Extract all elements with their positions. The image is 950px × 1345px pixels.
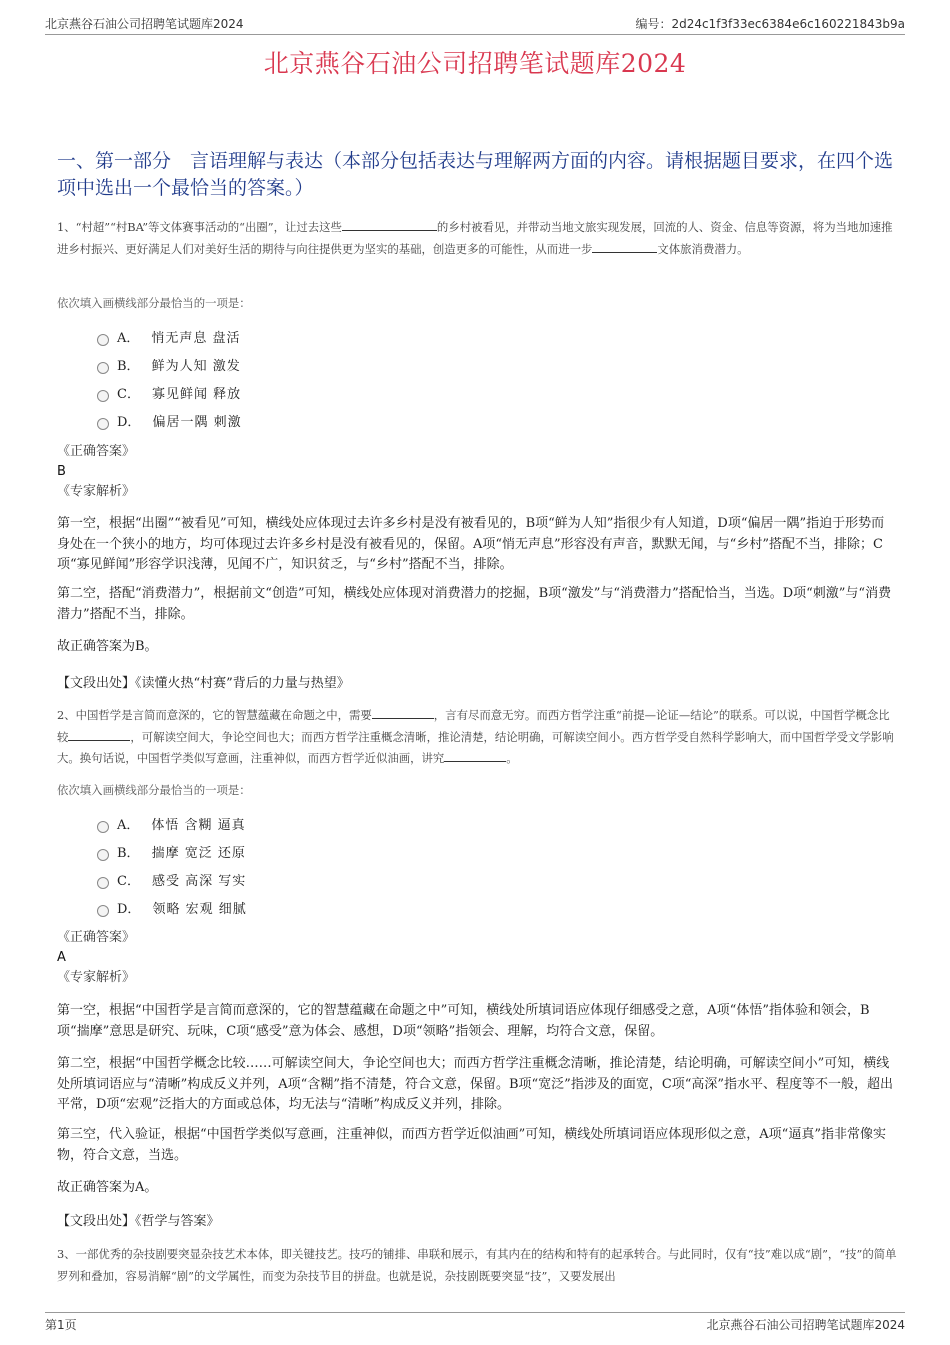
analysis-paragraph: 第一空，根据“出圈”“被看见”可知，横线处应体现过去许多乡村是没有被看见的，B项“鲜为人知”指很少有人知道，D项“偏居一隅”指迫于形势而身处在一个狭小的地方，均可体现过去许多乡村是没有被看见的，保留。A项“悄无声息”形容没有声音，默默无闻，与“乡村”搭配不当，排除；C项“寡见鲜闻”形容学识浅薄，见闻不广，知识贫乏，与“乡村”搭配不当，排除。 [57, 516, 885, 572]
question-1-answer-block [57, 442, 897, 502]
question-1-prompt-wrap [57, 295, 897, 311]
option-text: 鲜为人知 激发 [151, 359, 241, 374]
q2-text-part-d: 。 [506, 751, 518, 765]
q1-option-d[interactable] [57, 409, 897, 437]
question-1-conclusion [57, 637, 897, 658]
analysis-conclusion: 故正确答案为B。 [57, 639, 158, 654]
option-text: 揣摩 宽泛 还原 [151, 846, 246, 861]
option-text: 寡见鲜闻 释放 [151, 387, 242, 402]
correct-answer-value: B [57, 464, 66, 479]
question-3-text: 3、一部优秀的杂技剧要突显杂技艺术本体，即关键技艺。技巧的铺排、串联和展示，有其内在的结构和特有的起承转合。与此同时，仅有“技”难以成“剧”，“技”的简单罗列和叠加，容易消解“剧”的文学属性，而变为杂技节目的拼盘。也就是说，杂技剧既要突显“技”，又要发展出 [57, 1247, 897, 1283]
correct-answer-label: 《正确答案》 [57, 930, 136, 945]
radio-button[interactable] [97, 849, 109, 861]
option-letter: A． [117, 331, 140, 346]
question-2 [57, 705, 897, 770]
option-letter: B． [117, 846, 140, 861]
question-1-options [57, 325, 897, 437]
question-1-prompt: 依次填入画横线部分最恰当的一项是： [57, 296, 251, 310]
q2-text-part-c: ，可解读空间大，争论空间也大；而西方哲学注重概念清晰，推论清楚，结论明确，可解读空间小。西方哲学受自然科学影响大，而中国哲学受文学影响大。换句话说，中国哲学类似写意画，注重神似，而西方哲学近似油画，讲究 [57, 729, 894, 765]
option-text: 领略 宏观 细腻 [152, 902, 247, 917]
analysis-paragraph: 第三空，代入验证，根据“中国哲学类似写意画，注重神似，而西方哲学近似油画”可知，横线处所填词语应体现形似之意，A项“逼真”指非常像实物，符合文意，当选。 [57, 1127, 886, 1163]
option-text: 感受 高深 写实 [151, 874, 247, 889]
analysis-paragraph: 第二空，搭配“消费潜力”，根据前文“创造”可知，横线处应体现对消费潜力的挖掘，B项“激发”与“消费潜力”搭配恰当，当选。D项“刺激”与“消费潜力”搭配不当，排除。 [57, 586, 892, 622]
question-2-analysis-3 [57, 1125, 897, 1166]
page-footer [45, 1312, 905, 1333]
blank-line [372, 706, 434, 719]
radio-button[interactable] [97, 905, 109, 917]
option-letter: D． [117, 415, 141, 430]
footer-doc-title: 北京燕谷石油公司招聘笔试题库2024 [706, 1318, 905, 1332]
page-title: 北京燕谷石油公司招聘笔试题库2024 [263, 49, 687, 78]
source-citation: 【文段出处】《哲学与答案》 [57, 1214, 220, 1229]
question-1-source [57, 672, 897, 691]
option-text: 体悟 含糊 逼真 [151, 818, 246, 833]
option-letter: C． [117, 387, 140, 402]
page-header [45, 12, 905, 35]
section-title: 一、第一部分 言语理解与表达（本部分包括表达与理解两方面的内容。请根据题目要求，在四个选项中选出一个最恰当的答案。） [57, 150, 894, 199]
header-doc-title: 北京燕谷石油公司招聘笔试题库2024 [45, 17, 244, 31]
source-citation: 【文段出处】《读懂火热“村赛”背后的力量与热望》 [57, 676, 350, 691]
question-2-prompt-wrap [57, 782, 897, 798]
q1-text-part-c: 文体旅消费潜力。 [657, 241, 749, 256]
question-2-prompt: 依次填入画横线部分最恰当的一项是： [57, 783, 251, 797]
option-letter: A． [117, 818, 140, 833]
correct-answer-value: A [57, 950, 66, 965]
page-number: 第1页 [45, 1318, 77, 1332]
q2-option-b[interactable] [57, 840, 897, 868]
question-1-analysis-2 [57, 584, 897, 625]
radio-button[interactable] [97, 362, 109, 374]
blank-line [68, 728, 130, 741]
question-1-text [57, 217, 897, 260]
question-2-analysis [57, 1001, 897, 1042]
header-doc-id: 编号：2d24c1f3f33ec6384e6c160221843b9a [635, 17, 905, 31]
question-2-source [57, 1210, 897, 1229]
question-3 [57, 1244, 897, 1287]
option-text: 偏居一隅 刺激 [152, 415, 242, 430]
q2-option-d[interactable] [57, 896, 897, 924]
q2-option-a[interactable] [57, 812, 897, 840]
analysis-paragraph: 第一空，根据“中国哲学是言简而意深的，它的智慧蕴藏在命题之中”可知，横线处所填词语应体现仔细感受之意，A项“体悟”指体验和领会，B项“揣摩”意思是研究、玩味，C项“感受”意为体会、感想，D项“领略”指领会、理解，均符合文意，保留。 [57, 1003, 870, 1039]
question-2-options [57, 812, 897, 924]
radio-button[interactable] [97, 418, 109, 430]
q1-text-part-a: 1、“村超”“村BA”等文体赛事活动的“出圈”，让过去这些 [57, 220, 342, 234]
blank-line [444, 749, 506, 762]
question-2-analysis-2 [57, 1054, 897, 1116]
blank-line [592, 240, 657, 253]
q2-text-part-a: 2、中国哲学是言简而意深的，它的智慧蕴藏在命题之中，需要 [57, 708, 372, 722]
q1-text-part-b: 的乡村被看见，并带动当地文旅实现发展，回流的人、资金、信息等资源，将为当地加速推进乡村振兴、更好满足人们对美好生活的期待与向往提供更为坚实的基础，创造更多的可能性，从而进一步 [57, 220, 893, 256]
q1-option-b[interactable] [57, 353, 897, 381]
radio-button[interactable] [97, 821, 109, 833]
option-text: 悄无声息 盘活 [151, 331, 241, 346]
question-2-answer-block [57, 928, 897, 988]
question-1 [57, 217, 897, 260]
option-letter: D． [117, 902, 141, 917]
radio-button[interactable] [97, 334, 109, 346]
analysis-label: 《专家解析》 [57, 970, 136, 985]
q2-option-c[interactable] [57, 868, 897, 896]
blank-line [342, 218, 437, 231]
correct-answer-label: 《正确答案》 [57, 444, 136, 459]
analysis-label: 《专家解析》 [57, 484, 136, 499]
q1-option-a[interactable] [57, 325, 897, 353]
radio-button[interactable] [97, 877, 109, 889]
question-2-conclusion [57, 1178, 897, 1199]
question-2-text [57, 705, 897, 770]
question-1-analysis [57, 514, 897, 576]
q2-text-part-b: ，言有尽而意无穷。而西方哲学注重“前提—论证—结论”的联系。可以说，中国哲学概念比较 [57, 708, 890, 744]
option-letter: B． [117, 359, 140, 374]
radio-button[interactable] [97, 390, 109, 402]
analysis-conclusion: 故正确答案为A。 [57, 1180, 158, 1195]
analysis-paragraph: 第二空，根据“中国哲学概念比较……可解读空间大，争论空间也大；而西方哲学注重概念清晰，推论清楚，结论明确，可解读空间小”可知，横线处所填词语应与“清晰”构成反义并列，A项“含糊”指不清楚，符合文意，保留。B项“宽泛”指涉及的面宽，C项“高深”指水平、程度等不一般，超出平常，D项“宏观”泛指大的方面或总体，均无法与“清晰”构成反义并列，排除。 [57, 1056, 894, 1112]
option-letter: C． [117, 874, 140, 889]
q1-option-c[interactable] [57, 381, 897, 409]
